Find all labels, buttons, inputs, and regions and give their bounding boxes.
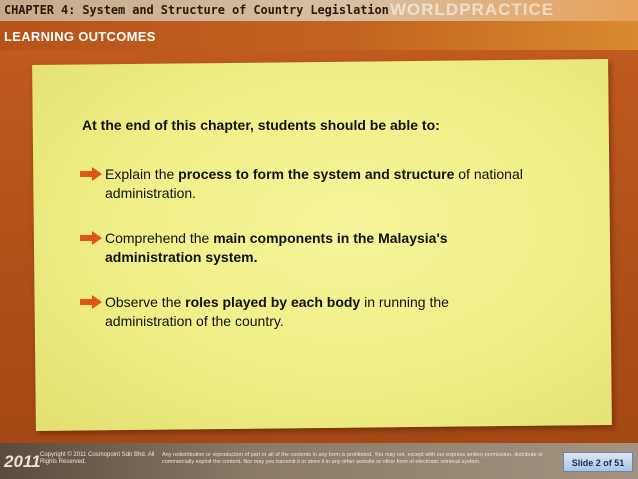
slide-counter: Slide 2 of 51 bbox=[563, 452, 633, 472]
header-bar bbox=[0, 0, 638, 50]
footer-bar bbox=[0, 443, 638, 479]
arrow-right-icon bbox=[80, 295, 102, 309]
outcome-text: Observe the roles played by each body in running the administration of the country. bbox=[105, 294, 449, 329]
legal-notice: Any redistribution or reproduction of part or all of the contents in any form is prohibited. You may not, except with our express written permission, distribute or commercially exploit the content. Nor may you transmit it or store it in any other website or other form of electronic retrieval system. bbox=[162, 452, 543, 465]
watermark-logo: WORLDPRACTICE bbox=[390, 0, 555, 19]
arrow-right-icon bbox=[80, 167, 102, 181]
outcome-text: Explain the process to form the system and structure of national administration. bbox=[105, 166, 523, 201]
outcome-text: Comprehend the main components in the Malaysia's administration system. bbox=[105, 230, 448, 265]
arrow-right-icon bbox=[80, 231, 102, 245]
copyright-text: Copyright © 2011 Cosmopoint Sdn Bhd. All Rights Reserved. bbox=[40, 452, 155, 465]
footer-year: 2011 bbox=[4, 452, 41, 471]
section-title: LEARNING OUTCOMES bbox=[4, 29, 156, 44]
intro-text: At the end of this chapter, students should be able to: bbox=[82, 117, 440, 133]
chapter-title: CHAPTER 4: System and Structure of Country Legislation bbox=[4, 3, 389, 17]
